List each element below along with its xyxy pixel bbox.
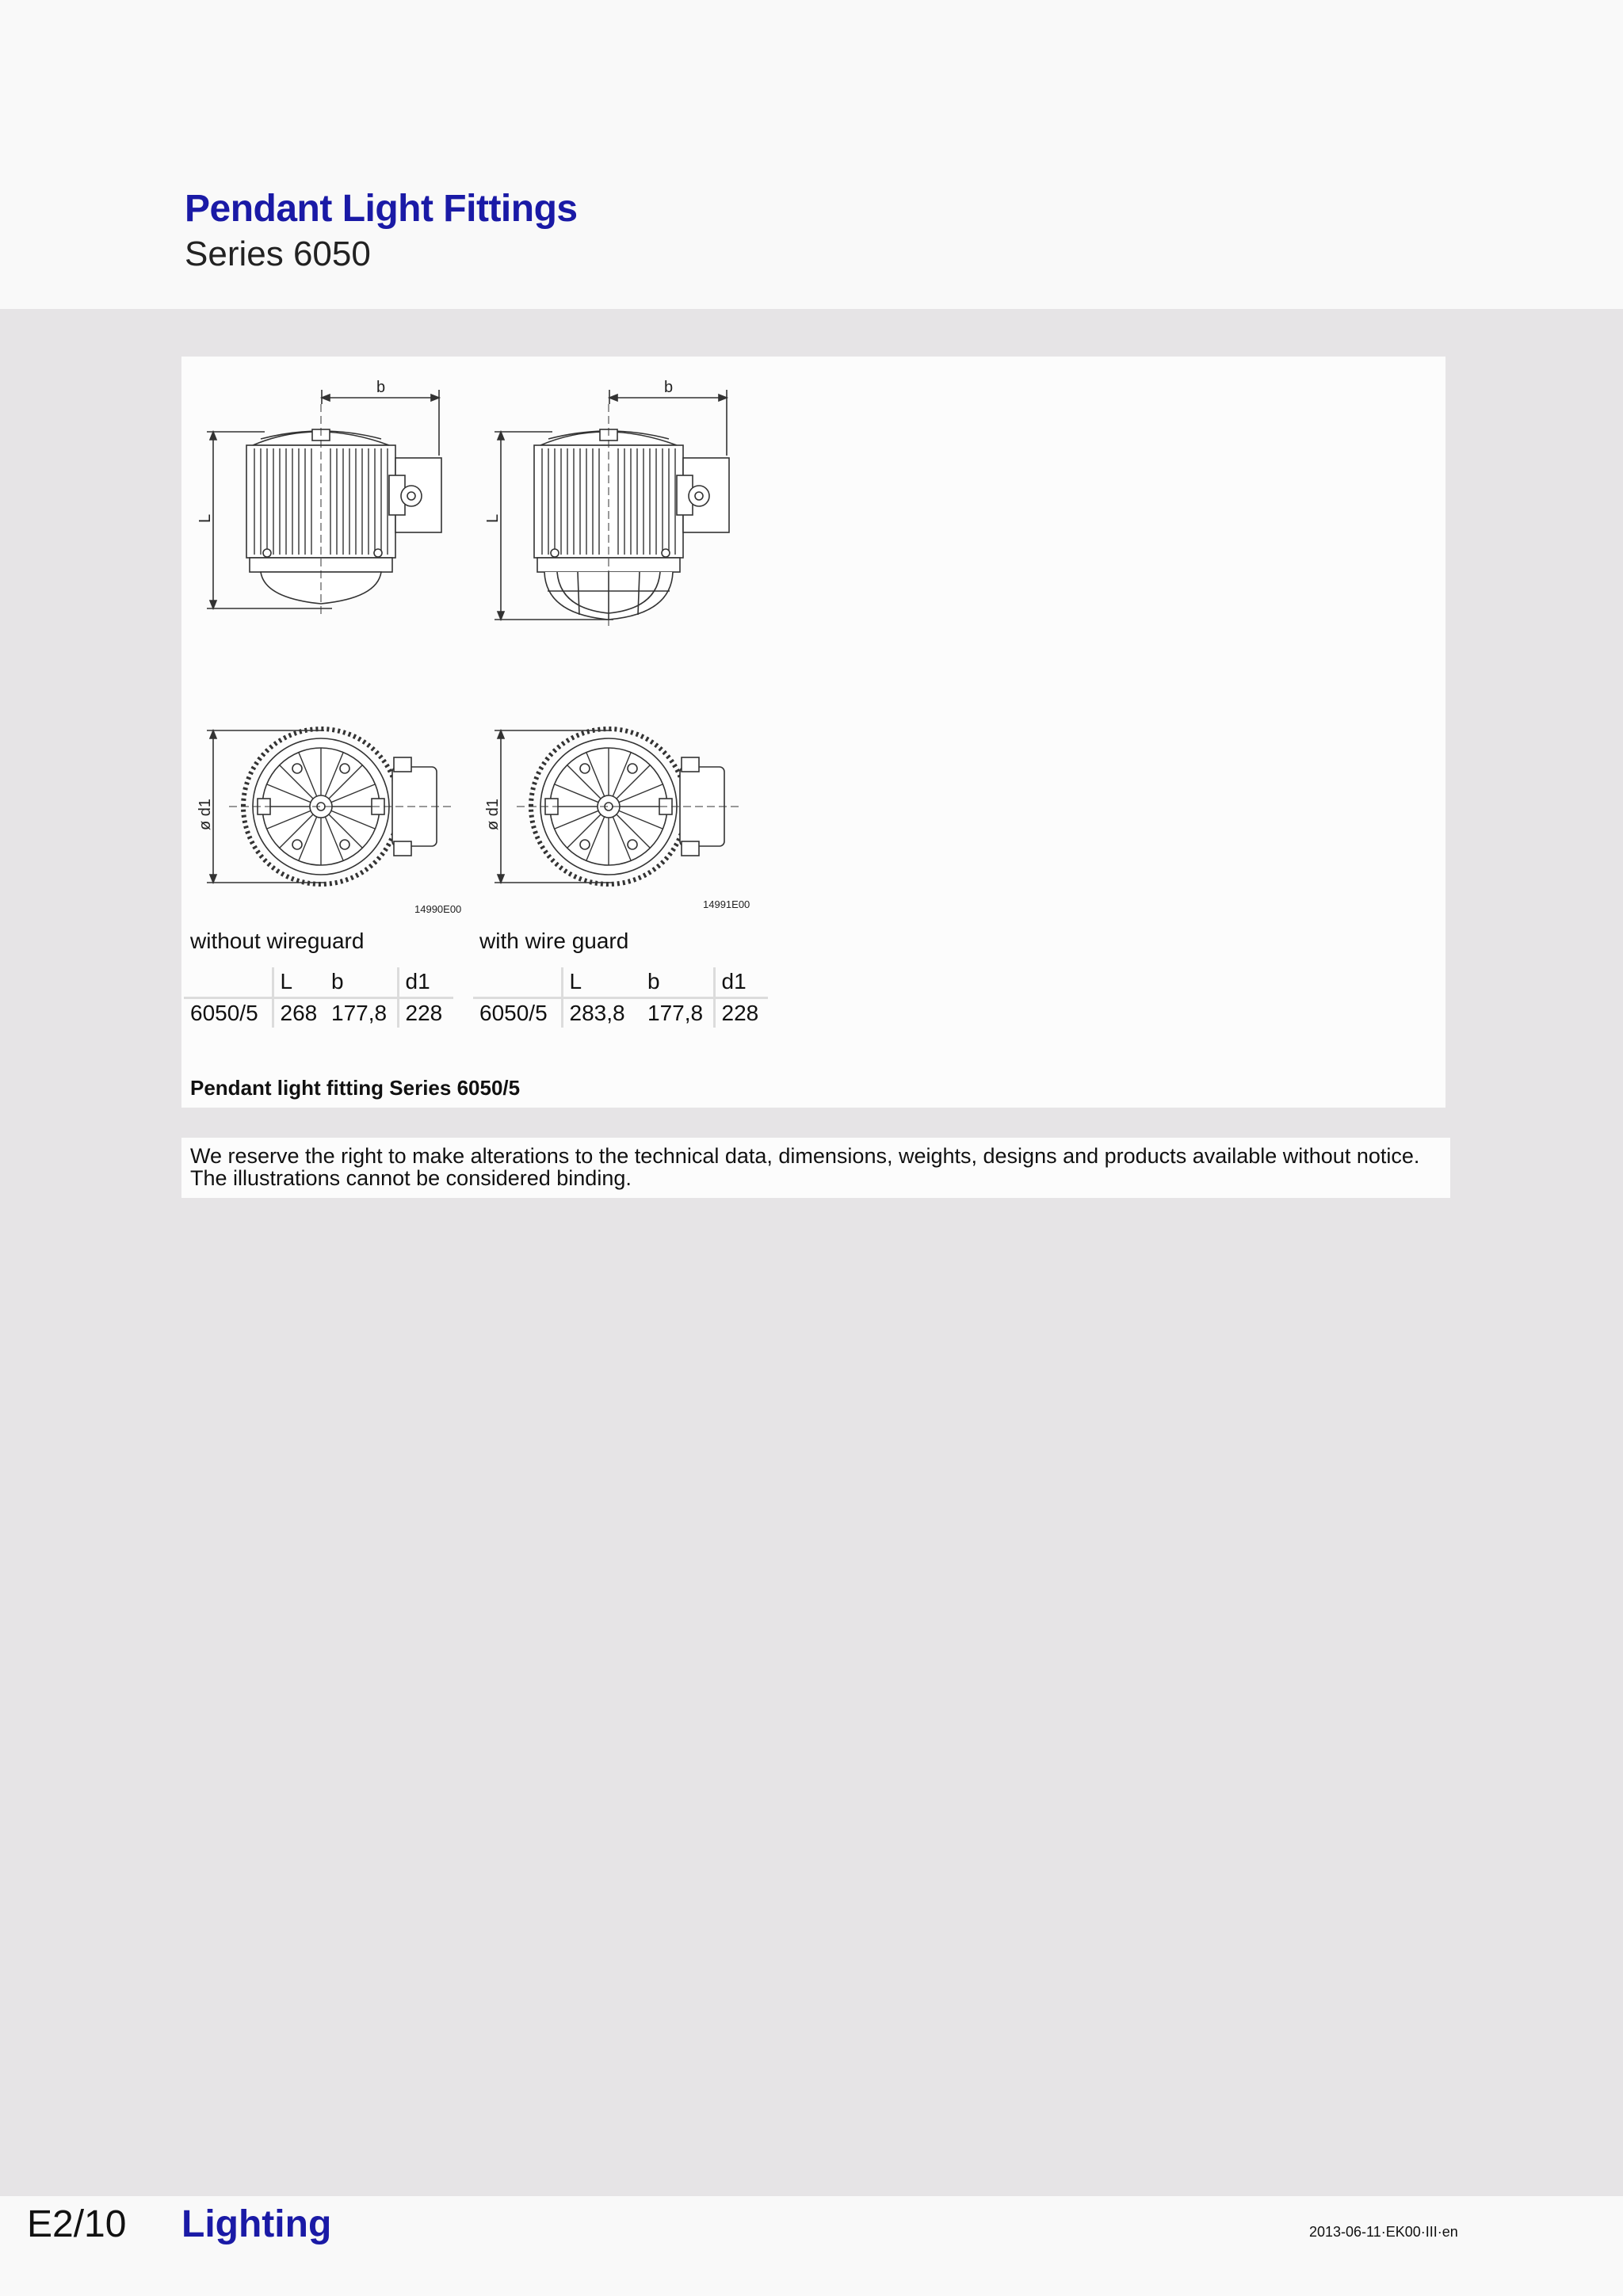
table-cell: 6050/5	[190, 1000, 258, 1025]
notice-line-2: The illustrations cannot be considered binding.	[190, 1166, 632, 1190]
dim-L-label-1: L	[197, 513, 214, 523]
dim-b-label-2: b	[664, 379, 674, 396]
technical-drawings	[181, 357, 974, 927]
drawing-code-1: 14990E00	[414, 903, 462, 915]
notice-line-1: We reserve the right to make alterations to the technical data, dimensions, weights, designs and products available without notice.	[190, 1144, 1420, 1168]
dimension-table-without	[184, 967, 453, 1028]
page-number: E2/10	[27, 2203, 127, 2245]
panel-title: Pendant light fitting Series 6050/5	[190, 1076, 521, 1100]
dim-d1-label-2: ø d1	[484, 798, 502, 830]
table-row	[473, 997, 768, 1028]
table-header-row	[184, 967, 453, 997]
header-cell	[473, 967, 562, 997]
header-cell: b	[641, 967, 714, 997]
header-cell: d1	[714, 967, 768, 997]
dimension-table-with	[473, 967, 768, 1028]
dim-b-label-1: b	[376, 379, 386, 396]
table-row	[184, 997, 453, 1028]
table-cell: 228	[714, 997, 768, 1028]
table-cell: 283,8	[562, 997, 641, 1028]
table-header-row	[473, 967, 768, 997]
header-cell	[184, 967, 273, 997]
table-cell: 177,8	[331, 1000, 388, 1025]
drawing-code-2: 14991E00	[703, 898, 750, 910]
side-view-without-wireguard	[207, 390, 441, 618]
caption-without-wireguard: without wireguard	[190, 929, 365, 953]
side-view-with-wireguard	[495, 390, 729, 630]
page-subtitle: Series 6050	[185, 235, 371, 273]
header-cell: d1	[398, 967, 453, 997]
dim-L-label-2: L	[484, 513, 502, 523]
page-title: Pendant Light Fittings	[185, 188, 578, 230]
document-code: 2013-06-11·EK00·III·en	[1309, 2224, 1458, 2240]
table-cell: 6050/5	[479, 1000, 548, 1025]
table-cell: 177,8	[647, 1000, 704, 1025]
header-cell: L	[273, 967, 325, 997]
caption-with-wireguard: with wire guard	[479, 929, 629, 953]
top-view-with-wireguard	[495, 729, 743, 884]
section-title: Lighting	[181, 2203, 332, 2245]
table-cell: 228	[398, 997, 453, 1028]
table-cell: 268	[273, 997, 325, 1028]
dim-d1-label-1: ø d1	[197, 798, 214, 830]
top-view-without-wireguard	[207, 729, 455, 884]
header-cell: b	[325, 967, 398, 997]
header-cell: L	[562, 967, 641, 997]
notice-box	[181, 1138, 1450, 1198]
